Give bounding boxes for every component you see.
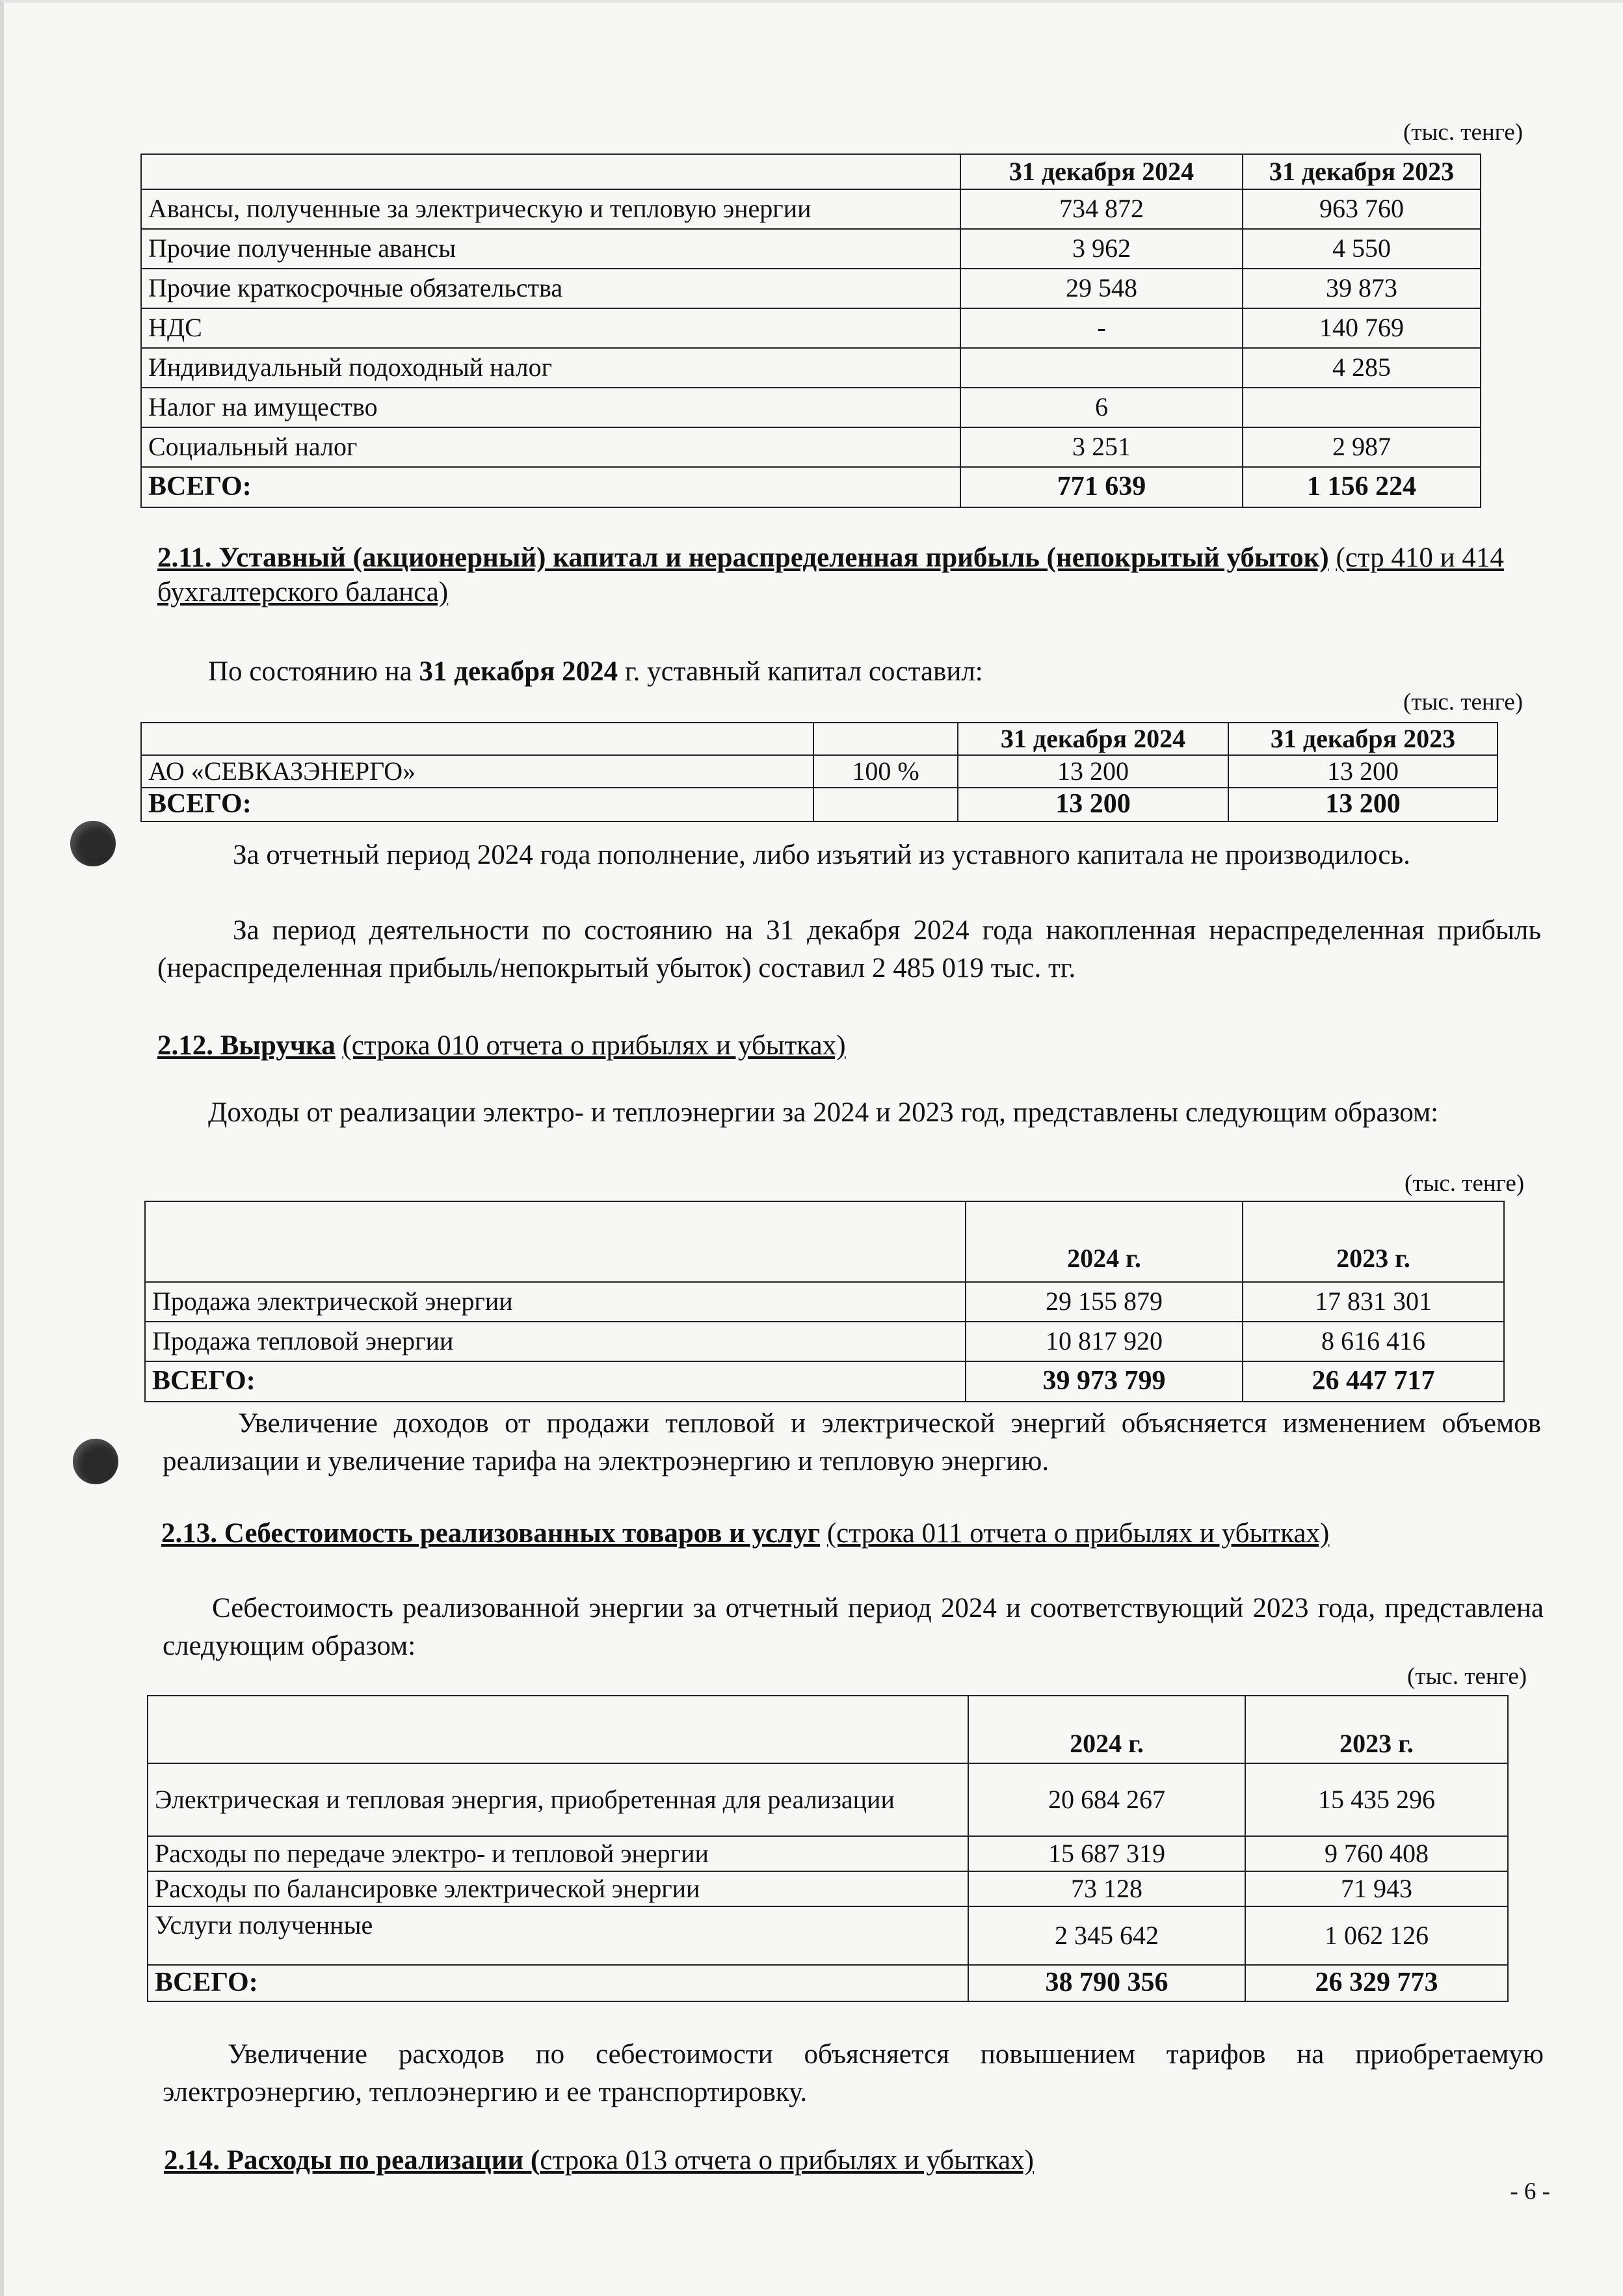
section-2-12-reference: (строка 010 отчета о прибылях и убытках) [342,1030,846,1061]
cost-paragraph: Увеличение расходов по себестоимости объясняется повышением тарифов на приобретаемую электроэнергию, теплоэнергию и ее транспортировку. [163,2039,1544,2108]
value-2023: 140 769 [1243,308,1481,348]
row-label: Продажа тепловой энергии [145,1322,966,1361]
value-2023: 15 435 296 [1245,1763,1508,1836]
total-row [145,1361,1504,1402]
value-2023: 9 760 408 [1245,1836,1508,1871]
page-number: - 6 - [1510,2178,1550,2205]
total-label: ВСЕГО: [145,1361,966,1402]
section-2-11-reference: (стр 410 и 414 бухгалтерского баланса) [157,542,1504,607]
unit-label: (тыс. тенге) [1407,1663,1527,1690]
total-label: ВСЕГО: [148,1965,968,2001]
intro-text: г. уставный капитал составил: [618,656,983,687]
value-2024: 13 200 [958,755,1228,788]
table-row [141,229,1481,269]
value-2024: - [960,308,1243,348]
revenue-table [144,1201,1505,1402]
total-2023: 1 156 224 [1243,467,1481,507]
section-2-11-title: 2.11. Уставный (акционерный) капитал и нераспределенная прибыль (непокрытый убыток) [157,542,1329,573]
intro-date: 31 декабря 2024 [419,656,618,687]
total-2023: 26 447 717 [1243,1361,1504,1402]
shareholder-name: АО «СЕВКАЗЭНЕРГО» [141,755,813,788]
table-row [145,1322,1504,1361]
header-cell [148,1696,968,1763]
value-2024: 73 128 [968,1871,1245,1906]
section-2-13-heading [161,1517,1533,1551]
row-label: Прочие краткосрочные обязательства [141,269,960,308]
section-2-12-heading [157,1029,1529,1063]
value-2024 [960,348,1243,388]
total-2024: 38 790 356 [968,1965,1245,2001]
section-2-12-title: 2.12. Выручка [157,1030,336,1061]
value-2024: 15 687 319 [968,1836,1245,1871]
table-row [148,1763,1508,1836]
value-2023: 4 550 [1243,229,1481,269]
row-label: Продажа электрической энергии [145,1282,966,1322]
value-2024: 2 345 642 [968,1906,1245,1965]
value-2023: 8 616 416 [1243,1322,1504,1361]
total-empty [813,788,958,821]
capital-table [140,722,1498,822]
value-2023: 17 831 301 [1243,1282,1504,1322]
row-label: Налог на имущество [141,388,960,427]
value-2023 [1243,388,1481,427]
row-label: Электрическая и тепловая энергия, приобретенная для реализации [148,1763,968,1836]
row-label: Прочие полученные авансы [141,229,960,269]
total-label: ВСЕГО: [141,788,813,821]
header-cell: 31 декабря 2024 [960,154,1243,189]
header-cell [141,154,960,189]
value-2024: 20 684 267 [968,1763,1245,1836]
header-cell: 31 декабря 2024 [958,723,1228,755]
value-2024: 29 548 [960,269,1243,308]
total-2024: 13 200 [958,788,1228,821]
table-row [141,755,1498,788]
table-row [141,189,1481,229]
section-2-14-heading [164,2144,1536,2178]
table-row [145,1282,1504,1322]
total-2024: 771 639 [960,467,1243,507]
table-row [141,427,1481,467]
value-2023: 71 943 [1245,1871,1508,1906]
revenue-intro: Доходы от реализации электро- и теплоэнергии за 2024 и 2023 год, представлены следующим образом: [208,1097,1439,1128]
value-2023: 4 285 [1243,348,1481,388]
row-label: Социальный налог [141,427,960,467]
value-2024: 29 155 879 [966,1282,1243,1322]
punch-hole-top [70,821,116,866]
table-row [141,308,1481,348]
row-label: Индивидуальный подоходный налог [141,348,960,388]
value-2023: 39 873 [1243,269,1481,308]
table-row [148,1871,1508,1906]
table-row [148,1906,1508,1965]
capital-intro [208,653,1444,691]
section-2-14-reference: строка 013 отчета о прибылях и убытках) [540,2145,1034,2176]
header-cell [145,1201,966,1282]
capital-paragraph-2: За период деятельности по состоянию на 31 декабря 2024 года накопленная нераспределенная прибыль (нераспределенная прибыль/непокрытый убыток) составил 2 485 019 тыс. тг. [157,915,1541,984]
unit-label: (тыс. тенге) [1405,1170,1525,1197]
section-2-14-title: 2.14. Расходы по реализации ( [164,2145,540,2176]
total-2023: 13 200 [1228,788,1498,821]
table-row [141,348,1481,388]
total-label: ВСЕГО: [141,467,960,507]
header-cell [141,723,813,755]
table-row [141,269,1481,308]
header-cell: 2023 г. [1243,1201,1504,1282]
header-cell: 2024 г. [968,1696,1245,1763]
capital-paragraph-1: За отчетный период 2024 года пополнение, либо изъятий из уставного капитала не производилось. [233,840,1410,870]
header-cell: 2023 г. [1245,1696,1508,1763]
revenue-paragraph: Увеличение доходов от продажи тепловой и электрической энергий объясняется изменением объемов реализации и увеличение тарифа на электроэнергию и тепловую энергию. [163,1408,1541,1477]
row-label: Услуги полученные [148,1906,968,1965]
total-2024: 39 973 799 [966,1361,1243,1402]
header-cell: 31 декабря 2023 [1243,154,1481,189]
total-row [141,467,1481,507]
value-2024: 10 817 920 [966,1322,1243,1361]
punch-hole-bottom [73,1439,118,1484]
value-2024: 734 872 [960,189,1243,229]
table-row [141,388,1481,427]
value-2024: 3 251 [960,427,1243,467]
row-label: Расходы по передаче электро- и тепловой энергии [148,1836,968,1871]
total-2023: 26 329 773 [1245,1965,1508,2001]
cost-table [147,1695,1509,2002]
section-2-13-title: 2.13. Себестоимость реализованных товаров и услуг [161,1518,821,1549]
section-2-13-reference: (строка 011 отчета о прибылях и убытках) [826,1518,1330,1549]
header-cell: 2024 г. [966,1201,1243,1282]
table-row [148,1836,1508,1871]
value-2023: 13 200 [1228,755,1498,788]
unit-label: (тыс. тенге) [1403,689,1524,715]
header-cell: 31 декабря 2023 [1228,723,1498,755]
value-2023: 1 062 126 [1245,1906,1508,1965]
section-2-11-heading [157,541,1529,610]
cost-intro: Себестоимость реализованной энергии за отчетный период 2024 и соответствующий 2023 года, представлена следующим образом: [163,1593,1544,1662]
unit-label: (тыс. тенге) [1403,119,1524,146]
row-label: Авансы, полученные за электрическую и тепловую энергии [141,189,960,229]
share-percent: 100 % [813,755,958,788]
row-label: Расходы по балансировке электрической энергии [148,1871,968,1906]
intro-text: По состоянию на [208,656,419,687]
total-row [148,1965,1508,2001]
value-2023: 963 760 [1243,189,1481,229]
liabilities-table [140,154,1481,508]
value-2024: 3 962 [960,229,1243,269]
total-row [141,788,1498,821]
row-label: НДС [141,308,960,348]
value-2024: 6 [960,388,1243,427]
value-2023: 2 987 [1243,427,1481,467]
header-cell [813,723,958,755]
